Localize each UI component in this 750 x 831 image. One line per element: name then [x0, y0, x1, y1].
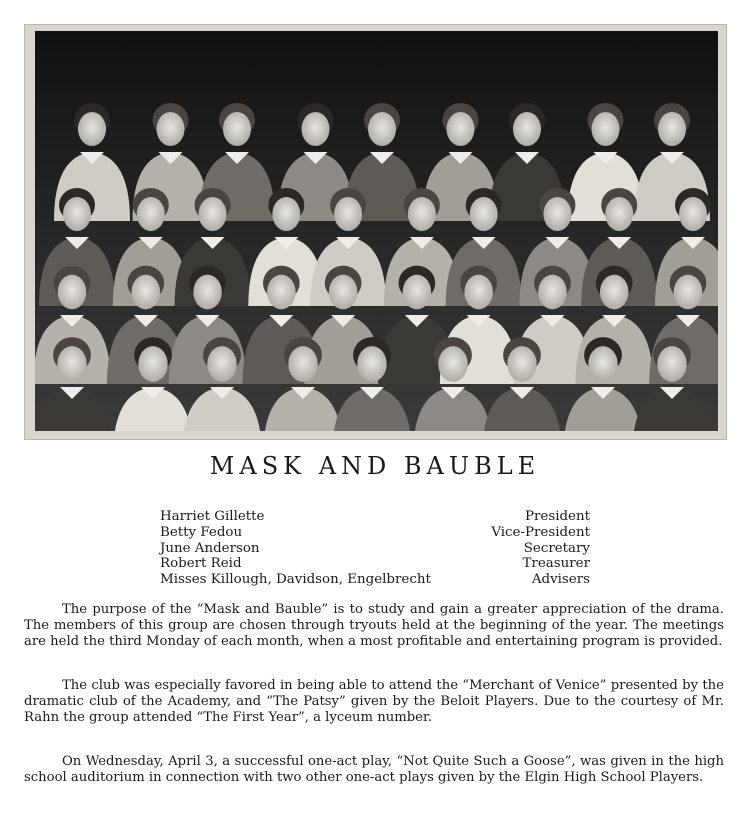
- person-face: [329, 275, 358, 310]
- officer-name: June Anderson: [160, 540, 260, 556]
- officer-name: Misses Killough, Davidson, Engelbrecht: [160, 572, 431, 588]
- person-face: [507, 346, 536, 382]
- person-face: [447, 112, 475, 146]
- person-face: [543, 197, 571, 231]
- person-face: [588, 346, 617, 382]
- person-face: [63, 197, 91, 231]
- person-face: [138, 346, 167, 382]
- officers-list: [160, 509, 590, 588]
- person-face: [78, 112, 106, 146]
- person-face: [368, 112, 396, 146]
- person-face: [657, 346, 686, 382]
- person-face: [272, 197, 300, 231]
- paragraph-text: The club was especially favored in being able to attend the “Merchant of Venice” presented by the dramatic club of the Academy, and “The Patsy” given by the Beloit Players. Due to the courtesy of Mr. Rahn the group attended “The First Year”, a lyceum number.: [24, 678, 724, 726]
- person-face: [600, 275, 629, 310]
- group-photo: [35, 31, 718, 431]
- person-face: [193, 275, 222, 310]
- person-face: [267, 275, 296, 310]
- person-face: [403, 275, 432, 310]
- officer-name: Robert Reid: [160, 556, 242, 572]
- officer-row: [160, 509, 590, 525]
- officer-role: President: [525, 509, 590, 524]
- person-face: [207, 346, 236, 382]
- paragraph-purpose: [24, 602, 724, 651]
- person-face: [438, 346, 467, 382]
- person-face: [408, 197, 436, 231]
- paragraph-text: On Wednesday, April 3, a successful one-act play, “Not Quite Such a Goose”, was given in the high school auditorium in connection with two other one-act plays given by the Elgin High School Players.: [24, 754, 724, 786]
- person-face: [658, 112, 686, 146]
- person-face: [605, 197, 633, 231]
- person-face: [223, 112, 251, 146]
- officer-name: Betty Fedou: [160, 524, 243, 540]
- person-face: [674, 275, 703, 310]
- officer-row: [160, 572, 590, 588]
- group-photo-drawing: [35, 31, 718, 431]
- person-face: [157, 112, 185, 146]
- officer-role: Secretary: [523, 540, 590, 556]
- paragraph-text: The purpose of the “Mask and Bauble” is to study and gain a greater appreciation of the drama. The members of this group are chosen through tryouts held at the beginning of the year. The meetings are held the third Monday of each month, when a most profitable and entertaining program is provided.: [24, 602, 724, 650]
- person-face: [538, 275, 567, 310]
- officer-row: [160, 525, 590, 541]
- person-face: [513, 112, 541, 146]
- person-face: [199, 197, 227, 231]
- person-face: [57, 346, 86, 382]
- officer-name: Harriet Gillette: [160, 509, 265, 524]
- paragraph-play: [24, 754, 724, 786]
- paragraph-activities: [24, 678, 724, 727]
- officer-role: Vice-President: [491, 524, 590, 540]
- person-face: [357, 346, 386, 382]
- person-face: [58, 275, 87, 310]
- officer-role: Treasurer: [522, 556, 590, 572]
- person-face: [334, 197, 362, 231]
- officer-row: [160, 541, 590, 557]
- officer-row: [160, 556, 590, 572]
- person-face: [131, 275, 160, 310]
- officer-role: Advisers: [531, 572, 590, 588]
- person-face: [679, 197, 707, 231]
- person-face: [592, 112, 620, 146]
- person-face: [288, 346, 317, 382]
- person-face: [470, 197, 498, 231]
- person-face: [302, 112, 330, 146]
- person-face: [464, 275, 493, 310]
- page-title: MASK AND BAUBLE: [209, 452, 541, 480]
- person-face: [137, 197, 165, 231]
